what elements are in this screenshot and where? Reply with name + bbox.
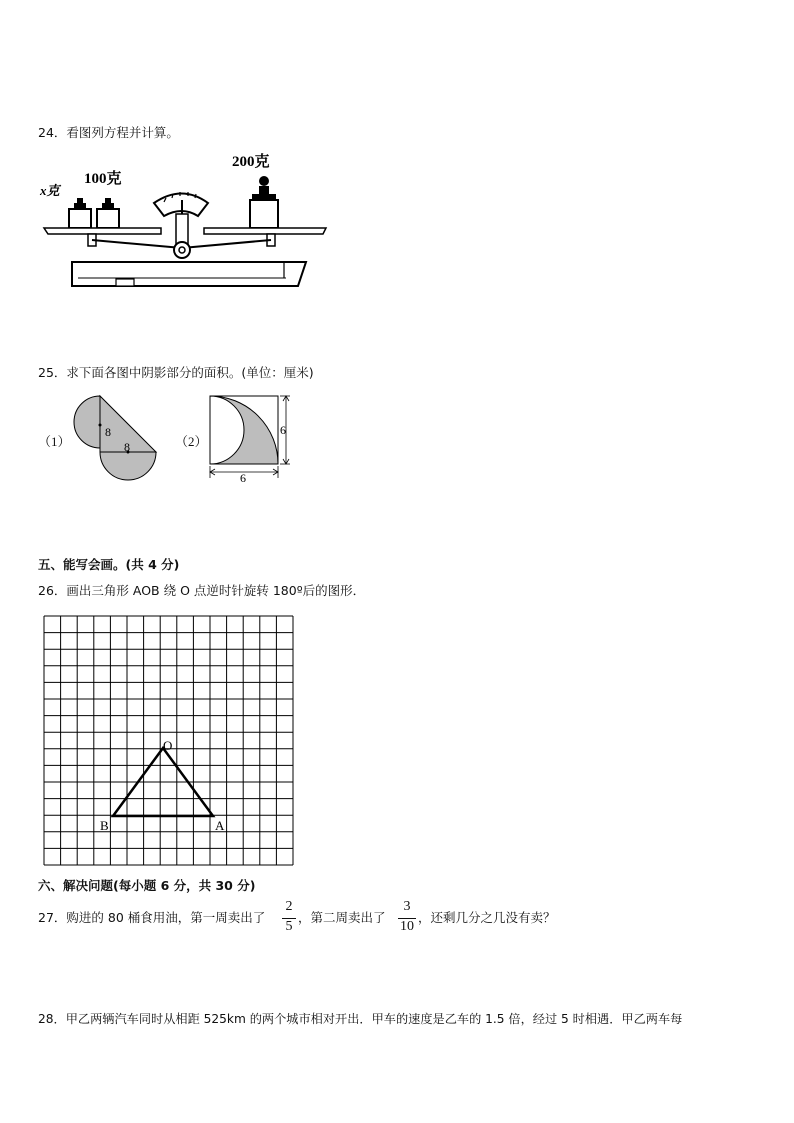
fraction-1-denominator: 5 xyxy=(285,919,293,934)
section-6-title: 六、解决问题(每小题 6 分，共 30 分) xyxy=(38,878,256,893)
rotation-grid xyxy=(40,612,300,870)
scale-base xyxy=(72,262,306,286)
question-27-part3: ，还剩几分之几没有卖？ xyxy=(418,910,556,925)
fig2-dim-width: 6 xyxy=(240,471,246,484)
fraction-1-numerator: 2 xyxy=(285,899,293,914)
fraction-three-tenths xyxy=(398,899,416,939)
balance-scale-figure xyxy=(36,148,336,293)
section-5-title: 五、能写会画。(共 4 分) xyxy=(38,557,180,572)
question-28-text: 28．甲乙两辆汽车同时从相距 525km 的两个城市相对开出．甲车的速度是乙车的 1.5 倍，经过 5 时相遇．甲乙两车每 xyxy=(38,1012,683,1026)
question-27-part2: ，第二周卖出了 xyxy=(298,910,386,925)
fig2-dim-height: 6 xyxy=(280,423,286,437)
figure-2-label: （2） xyxy=(175,434,208,449)
figure-1-label: （1） xyxy=(38,434,71,449)
fig1-dim-horizontal: 8 xyxy=(124,440,130,454)
fraction-two-fifths xyxy=(282,899,296,939)
label-200-grams: 200克 xyxy=(232,154,270,170)
question-24-text: 24．看图列方程并计算。 xyxy=(38,125,179,140)
fraction-2-denominator: 10 xyxy=(400,919,414,934)
weight-100-icon xyxy=(97,198,119,228)
shaded-figure-2 xyxy=(204,392,300,484)
right-pan xyxy=(204,228,326,234)
question-27-part1: 27．购进的 80 桶食用油，第一周卖出了 xyxy=(38,910,266,925)
point-b-label: B xyxy=(100,818,109,833)
question-26-text: 26．画出三角形 AOB 绕 O 点逆时针旋转 180º后的图形． xyxy=(38,583,366,598)
fig1-dim-vertical: 8 xyxy=(105,425,111,439)
question-25-text: 25．求下面各图中阴影部分的面积。(单位：厘米) xyxy=(38,365,314,380)
shaded-figure-1 xyxy=(70,392,162,484)
label-x-grams: x克 xyxy=(40,183,60,198)
weight-x-icon xyxy=(69,198,91,228)
left-pan xyxy=(44,228,161,234)
label-100-grams: 100克 xyxy=(84,171,122,187)
point-a-label: A xyxy=(215,818,225,833)
weight-200-icon xyxy=(250,176,278,228)
point-o-label: O xyxy=(163,738,173,753)
fraction-2-numerator: 3 xyxy=(403,899,411,914)
